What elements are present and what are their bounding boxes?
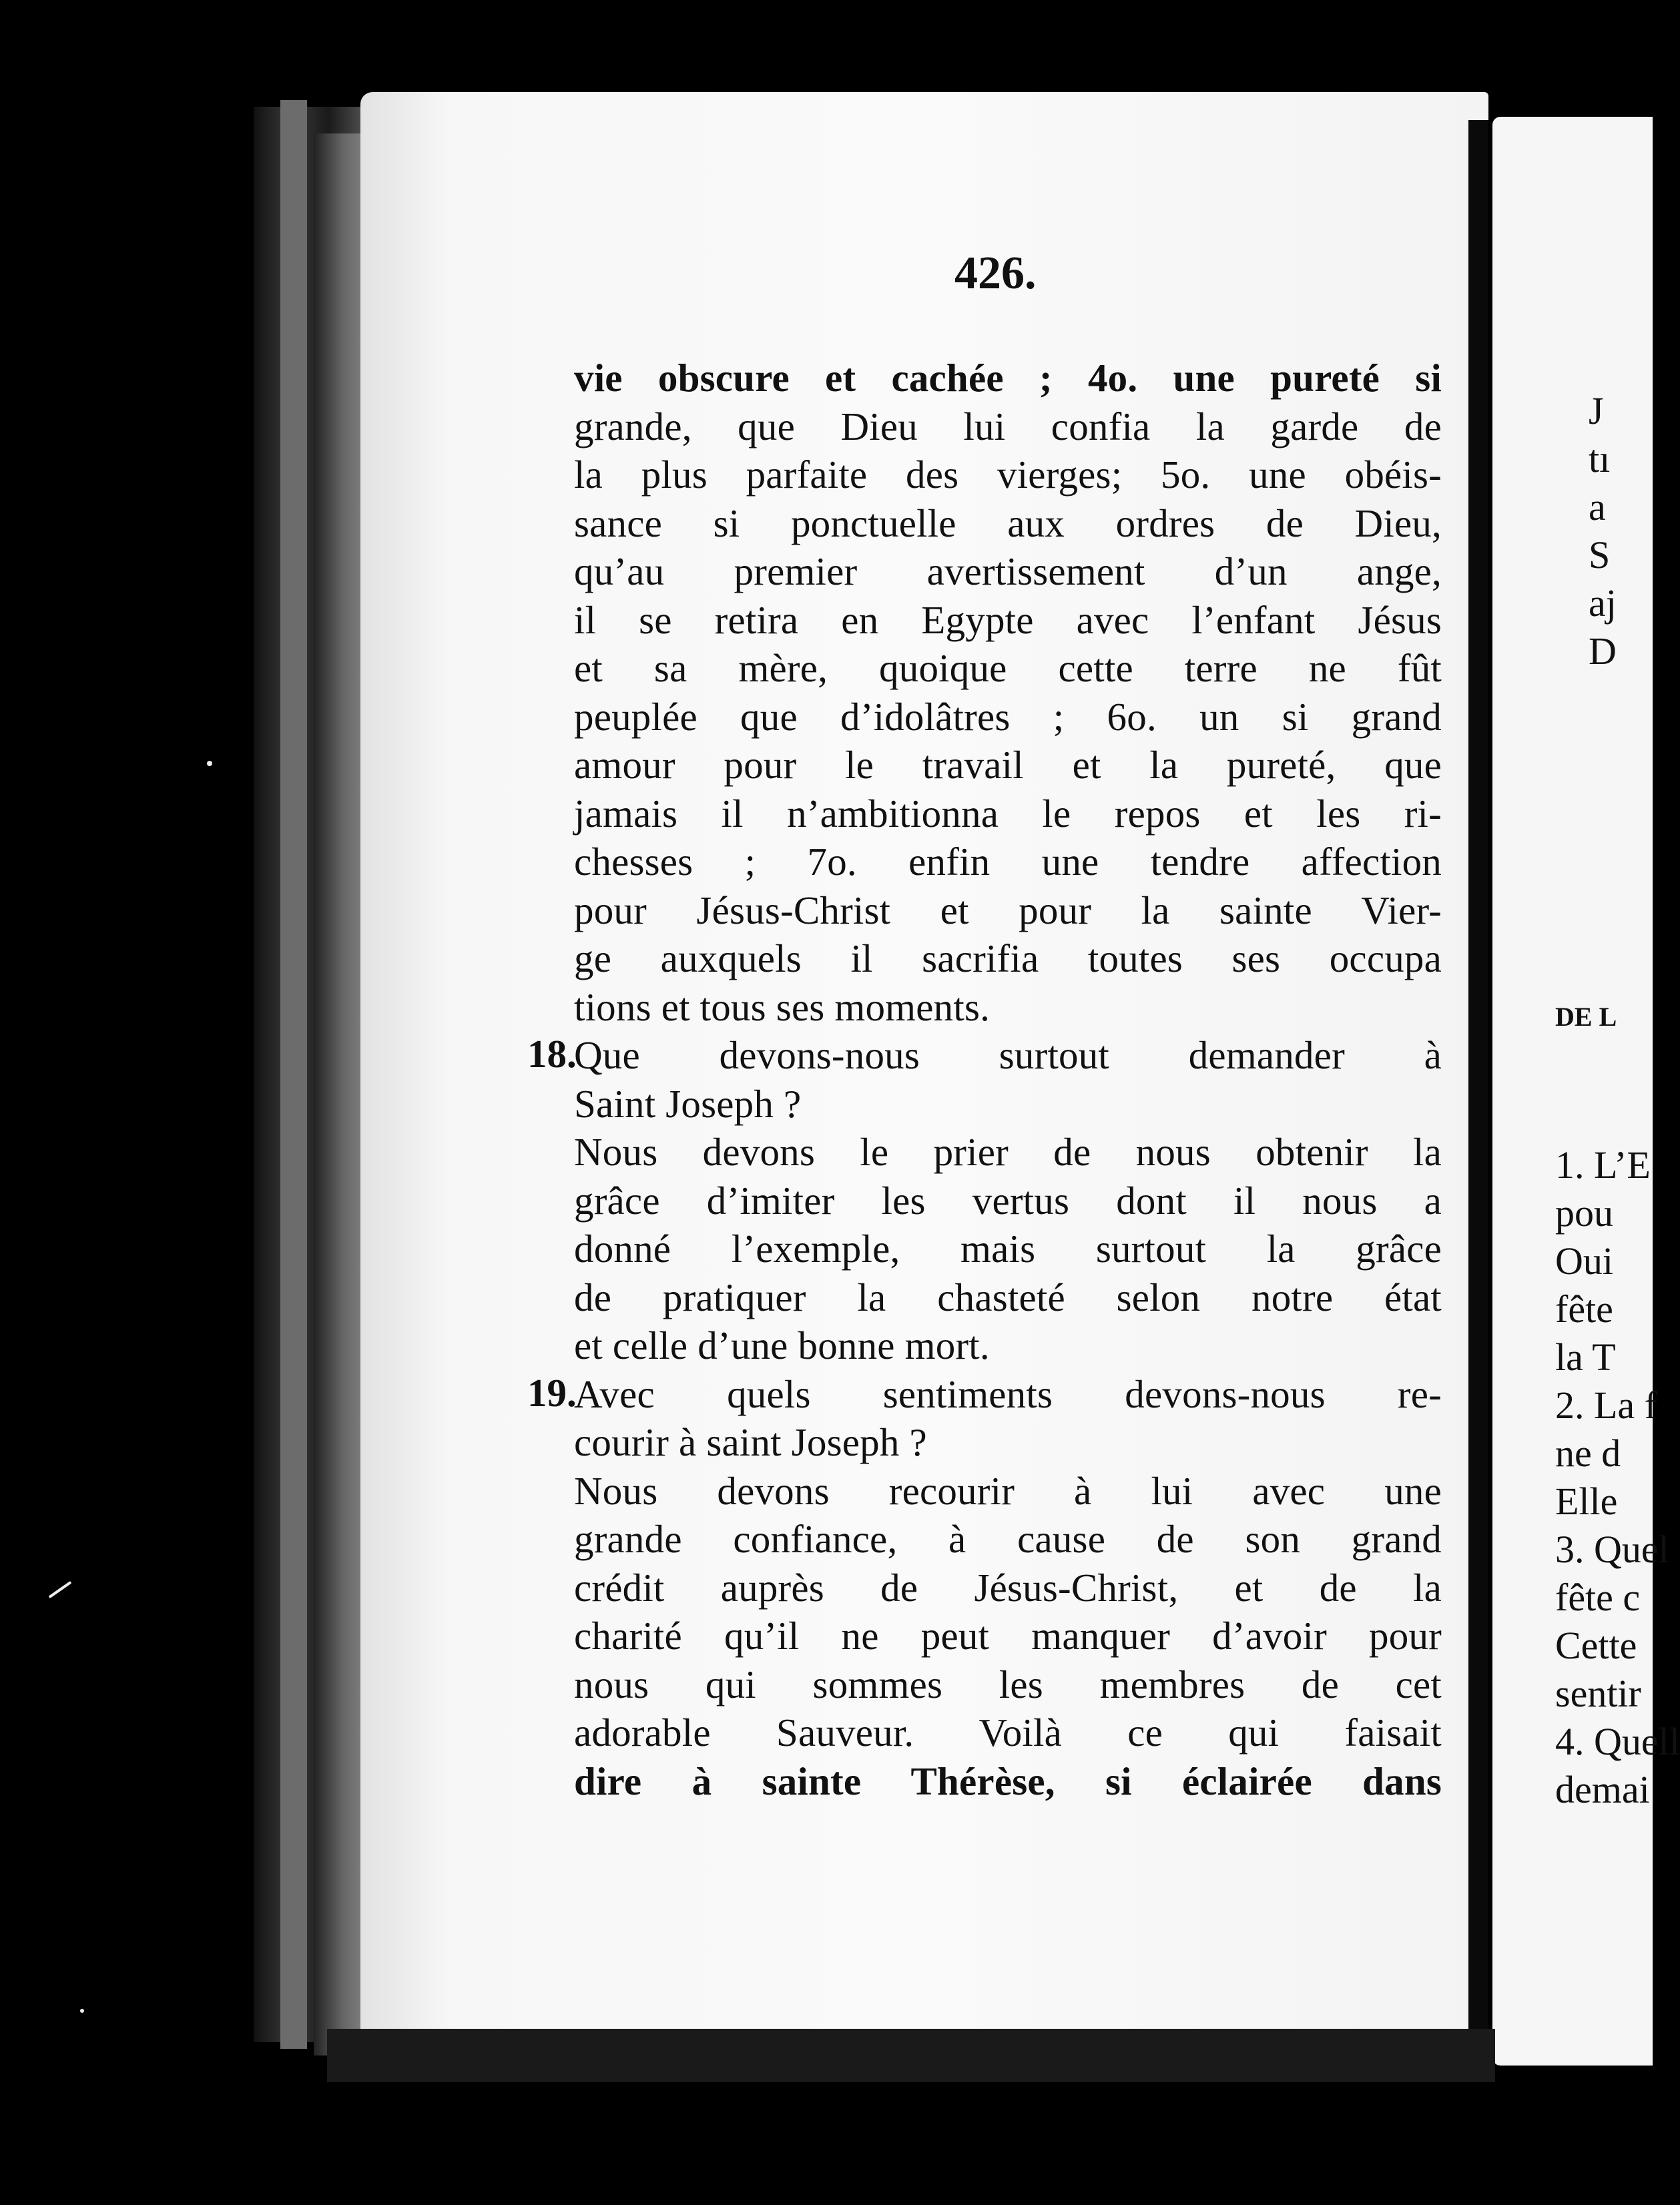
- answer-line: dire à sainte Thérèse, si éclairée dans: [574, 1759, 1442, 1803]
- question-line: Saint Joseph ?: [574, 1081, 802, 1126]
- answer-line: nous qui sommes les membres de cet: [574, 1662, 1442, 1706]
- question-18: [527, 1031, 1442, 1370]
- question-19: [527, 1370, 1442, 1806]
- question-line: Que devons-nous surtout demander à: [574, 1033, 1442, 1077]
- page-number: 426.: [954, 248, 1037, 299]
- fragment-line: Cette: [1555, 1624, 1637, 1667]
- fragment-line: la T: [1555, 1335, 1616, 1379]
- page-text: [527, 354, 1442, 1805]
- spine-edge: [280, 100, 307, 2049]
- book-gutter: [1468, 120, 1488, 2056]
- question-number: 19.: [527, 1370, 577, 1415]
- question-line: Avec quels sentiments devons-nous re-: [574, 1371, 1442, 1416]
- answer-line: Nous devons le prier de nous obtenir la: [574, 1130, 1442, 1174]
- fragment-line: ne d: [1555, 1432, 1621, 1475]
- fragment-line: demai: [1555, 1768, 1650, 1811]
- page-bottom-shadow: [327, 2029, 1495, 2082]
- answer-line: grâce d’imiter les vertus dont il nous a: [574, 1178, 1442, 1223]
- text-line: amour pour le travail et la pureté, que: [574, 743, 1442, 787]
- fragment-line: 2. La f: [1555, 1383, 1657, 1427]
- text-line: grande, que Dieu lui confia la garde de: [574, 404, 1442, 448]
- fragment-line: 3. Quel: [1555, 1528, 1669, 1571]
- text-line: peuplée que d’idolâtres ; 6o. un si grand: [574, 694, 1442, 739]
- text-line: ge auxquels il sacrifia toutes ses occupa: [574, 936, 1442, 980]
- fragment-line: 1. L’E: [1555, 1143, 1651, 1187]
- fragment-line: 4. Quell: [1555, 1720, 1680, 1763]
- answer-line: donné l’exemple, mais surtout la grâce: [574, 1227, 1442, 1271]
- text-line: jamais il n’ambitionna le repos et les ri-: [574, 791, 1442, 836]
- answer-line: grande confiance, à cause de son grand: [574, 1517, 1442, 1561]
- text-line: vie obscure et cachée ; 4o. une pureté si: [574, 356, 1442, 400]
- fragment-line: J: [1589, 389, 1604, 432]
- question-line: courir à saint Joseph ?: [574, 1420, 927, 1464]
- fragment-line: fête c: [1555, 1576, 1641, 1619]
- text-line: et sa mère, quoique cette terre ne fût: [574, 646, 1442, 690]
- answer-line: charité qu’il ne peut manquer d’avoir pour: [574, 1614, 1442, 1658]
- text-line: qu’au premier avertissement d’un ange,: [574, 549, 1442, 593]
- answer-line: Nous devons recourir à lui avec une: [574, 1468, 1442, 1513]
- fragment-line: sentir: [1555, 1672, 1641, 1715]
- fragment-line: S: [1589, 533, 1611, 577]
- fragment-line: D: [1589, 629, 1617, 673]
- text-line: sance si ponctuelle aux ordres de Dieu,: [574, 501, 1442, 545]
- answer-line: crédit auprès de Jésus-Christ, et de la: [574, 1565, 1442, 1610]
- text-line: il se retira en Egypte avec l’enfant Jésus: [574, 597, 1442, 642]
- text-line: pour Jésus-Christ et pour la sainte Vier-: [574, 888, 1442, 932]
- scan-speck: [48, 1581, 71, 1598]
- text-line: la plus parfaite des vierges; 5o. une obéis-: [574, 452, 1442, 497]
- fragment-line: aj: [1589, 581, 1617, 625]
- fragment-line: tı: [1589, 437, 1611, 481]
- intro-paragraph: [574, 354, 1442, 1031]
- right-page-top-fragments: [1589, 387, 1617, 675]
- scan-speck: [207, 761, 212, 766]
- right-page-heading: DE L: [1555, 1002, 1617, 1032]
- text-line: chesses ; 7o. enfin une tendre affection: [574, 840, 1442, 884]
- answer-line: et celle d’une bonne mort.: [574, 1323, 990, 1367]
- fragment-line: a: [1589, 485, 1606, 529]
- right-page-fragments: [1555, 1141, 1680, 1814]
- answer-line: adorable Sauveur. Voilà ce qui faisait: [574, 1710, 1442, 1755]
- scan-speck: [80, 2009, 84, 2013]
- text-line: tions et tous ses moments.: [574, 984, 991, 1029]
- fragment-line: pou: [1555, 1191, 1613, 1235]
- fragment-line: fête: [1555, 1287, 1613, 1331]
- fragment-line: Elle: [1555, 1480, 1618, 1523]
- answer-line: de pratiquer la chasteté selon notre état: [574, 1275, 1442, 1319]
- fragment-line: Oui: [1555, 1239, 1613, 1283]
- question-number: 18.: [527, 1032, 577, 1076]
